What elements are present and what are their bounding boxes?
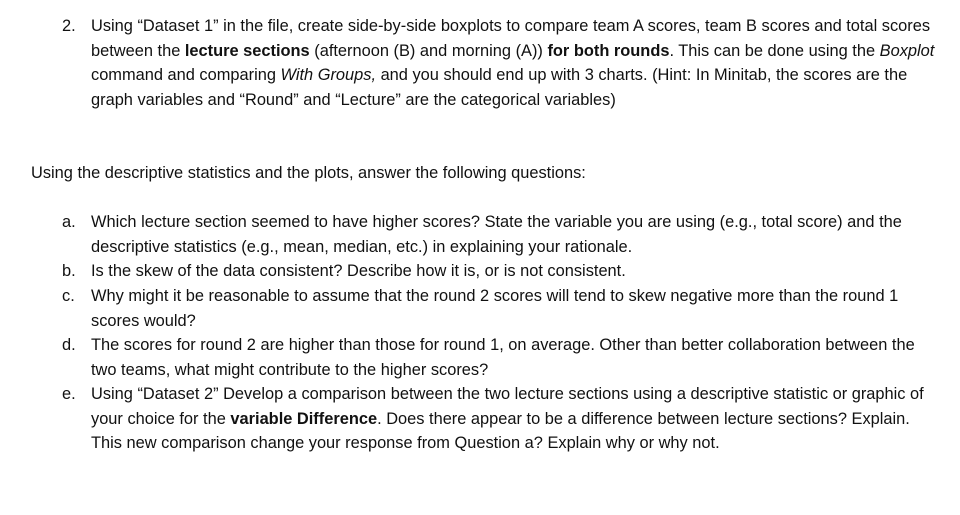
question-2-text: [91, 14, 941, 112]
subquestion-text: [91, 382, 941, 456]
italic-with-groups: With Groups,: [280, 66, 377, 84]
subquestion-text-part: Using “Dataset 2” Develop a comparison between the two lecture sections using a descriptive statistic or graphic of your choice for the: [91, 385, 924, 428]
question-2-text-part: command and comparing: [91, 66, 281, 84]
question-2-number: 2.: [62, 17, 76, 35]
question-2-text-part: . This can be done using the: [669, 41, 880, 60]
question-2-text-part: and you should end up with 3 charts. (Hint: In Minitab, the scores are the graph variables and “Round” and “Lecture” are the categorical variables): [91, 66, 908, 109]
bold-variable-difference: variable Difference: [230, 409, 378, 428]
subquestion-marker: e.: [62, 385, 76, 403]
question-2-text-part: (afternoon (B) and morning (A)): [309, 41, 548, 60]
italic-boxplot: Boxplot: [879, 41, 935, 60]
subquestion-text: The scores for round 2 are higher than those for round 1, on average. Other than better collaboration between the two teams, what might contribute to the higher scores?: [91, 336, 915, 379]
bold-lecture-sections: lecture sections: [184, 41, 310, 60]
subquestion-text-part: . Does there appear to be a difference between lecture sections? Explain. This new comparison change your response from Question a? Explain why or why not.: [91, 409, 910, 452]
bold-for-both-rounds: for both rounds: [547, 41, 670, 60]
subquestion-text: Is the skew of the data consistent? Describe how it is, or is not consistent.: [91, 262, 626, 280]
subquestion-marker: b.: [62, 262, 76, 280]
subquestion-marker: a.: [62, 213, 76, 231]
question-2-text-part: Using “Dataset 1” in the file, create side-by-side boxplots to compare team A scores, team B scores and total scores between the: [91, 17, 931, 60]
intro-paragraph: Using the descriptive statistics and the plots, answer the following questions:: [31, 164, 586, 182]
subquestion-text: Why might it be reasonable to assume that the round 2 scores will tend to skew negative more than the round 1 scores would?: [91, 287, 899, 330]
subquestion-marker: c.: [62, 287, 75, 305]
subquestion-marker: d.: [62, 336, 76, 354]
subquestion-text: Which lecture section seemed to have higher scores? State the variable you are using (e.g., total score) and the descriptive statistics (e.g., mean, median, etc.) in explaining your rationale.: [91, 213, 902, 256]
